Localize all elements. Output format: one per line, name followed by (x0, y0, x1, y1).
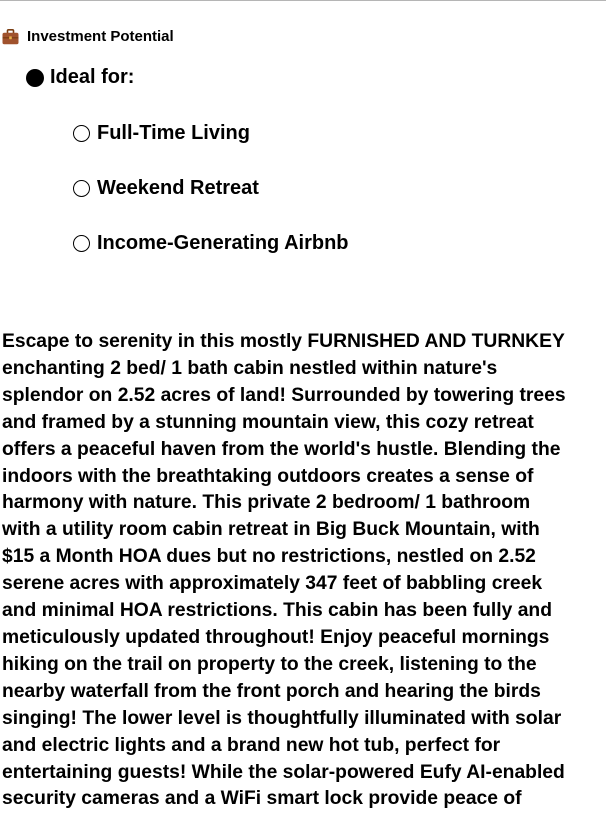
option-income-generating-airbnb (73, 232, 349, 255)
property-description: Escape to serenity in this mostly FURNISHED AND TURNKEY enchanting 2 bed/ 1 bath cabin nestled within nature's splendor on 2.52 acres of land! Surrounded by towering trees and framed by a stunning mountain view, this cozy retreat offers a peaceful haven from the world's hustle. Blending the indoors with the breathtaking outdoors creates a sense of harmony with nature. This private 2 bedroom/ 1 bathroom with a utility room cabin retreat in Big Buck Mountain, with $15 a Month HOA dues but no restrictions, nestled on 2.52 serene acres with approximately 347 feet of babbling creek and minimal HOA restrictions. This cabin has been fully and meticulously updated throughout! Enjoy peaceful mornings hiking on the trail on property to the creek, listening to the nearby waterfall from the front porch and hearing the birds singing! The lower level is thoughtfully illuminated with solar and electric lights and a brand new hot tub, perfect for entertaining guests! While the solar-powered Eufy AI-enabled security cameras and a WiFi smart lock provide peace of (2, 331, 566, 810)
option-label: Weekend Retreat (97, 177, 259, 199)
radio-empty-icon (73, 125, 90, 142)
radio-empty-icon (73, 235, 90, 252)
option-weekend-retreat (73, 177, 259, 200)
section-header (2, 28, 174, 45)
ideal-for-label: Ideal for: (50, 66, 135, 88)
section-title: Investment Potential (27, 28, 174, 45)
briefcase-icon (2, 29, 19, 45)
option-label: Full-Time Living (97, 122, 250, 144)
top-divider (0, 0, 606, 1)
radio-empty-icon (73, 180, 90, 197)
option-label: Income-Generating Airbnb (97, 232, 349, 254)
ideal-for-heading (26, 66, 134, 89)
bullet-icon (26, 69, 44, 87)
option-full-time-living (73, 122, 250, 145)
